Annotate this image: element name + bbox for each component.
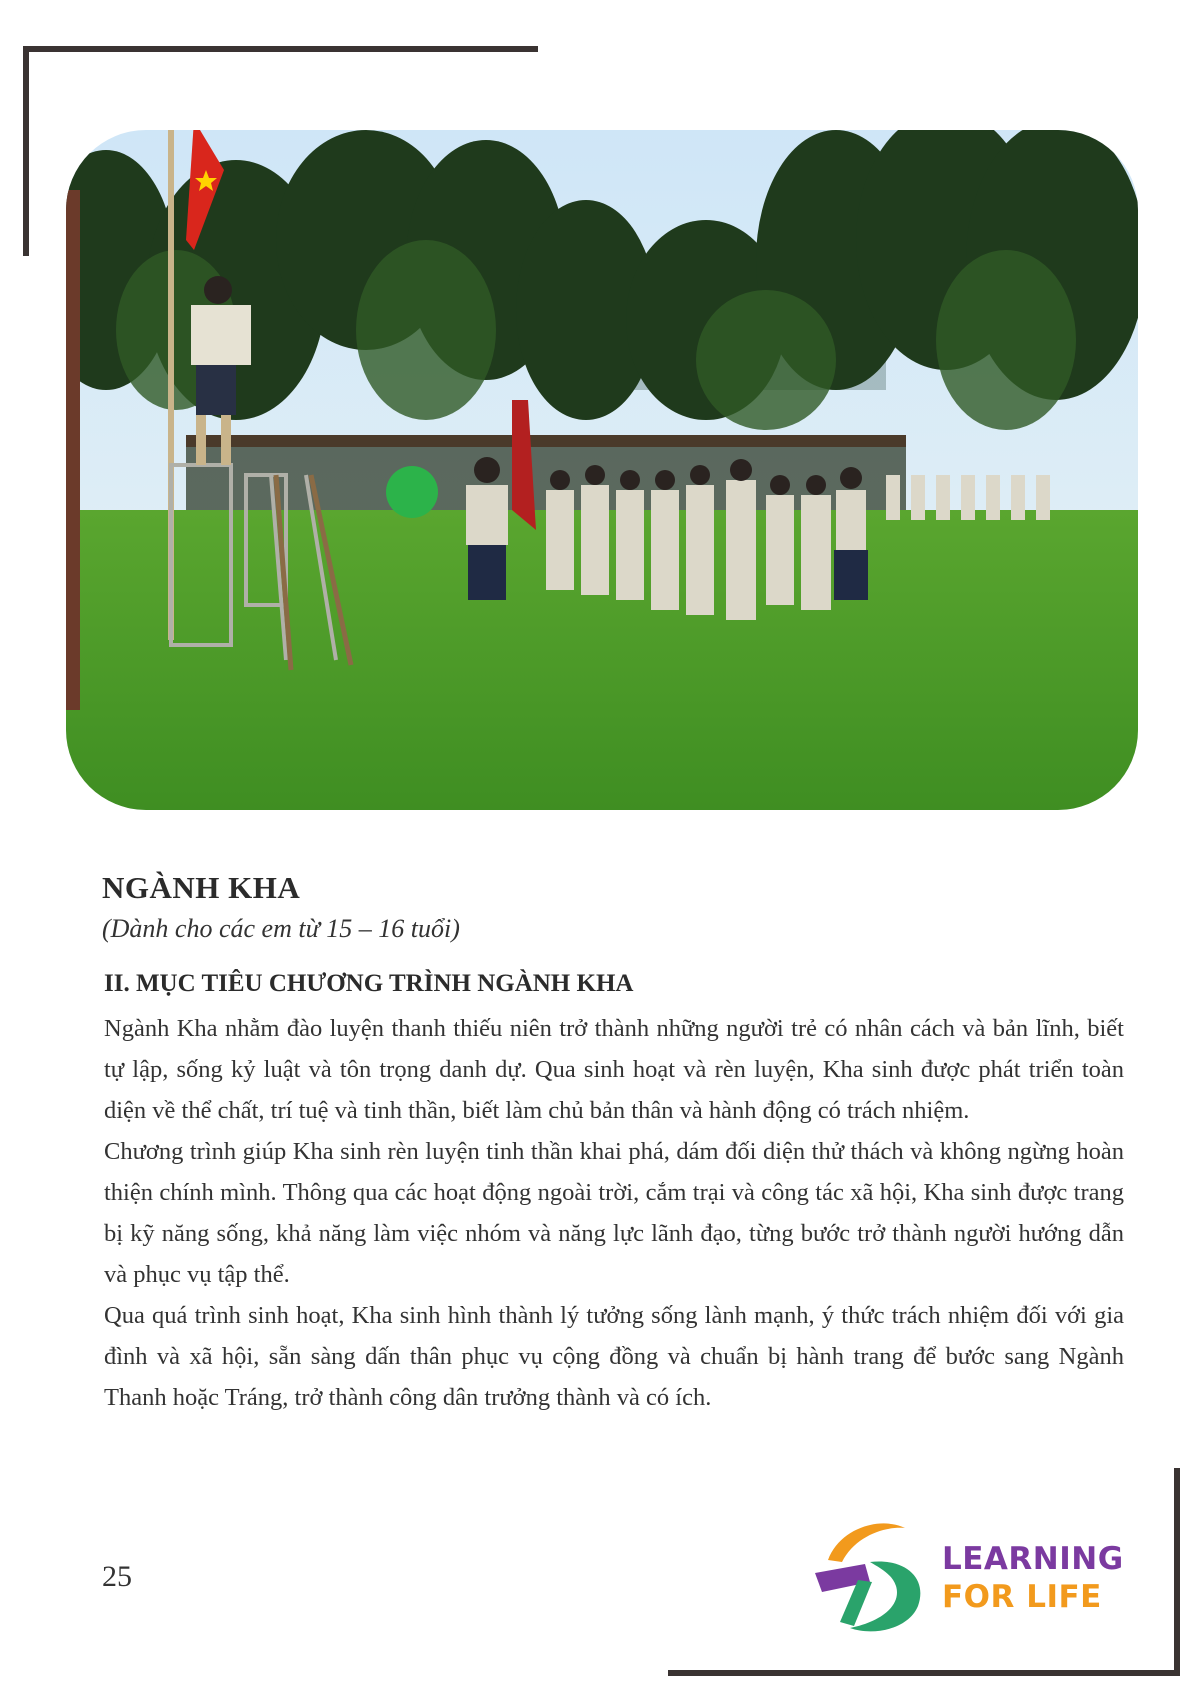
page-heading: NGÀNH KHA [102,870,301,905]
frame-corner-top-vertical [23,46,29,256]
frame-corner-bottom-vertical [1174,1468,1180,1676]
scouts-flag-ceremony-photo [66,130,1138,810]
body-text [104,1008,1124,1418]
age-range-subheading: (Dành cho các em từ 15 – 16 tuổi) [102,914,460,943]
frame-corner-top-horizontal [23,46,538,52]
section-title: II. MỤC TIÊU CHƯƠNG TRÌNH NGÀNH KHA [104,970,634,997]
logo-text-line1: LEARNING [942,1541,1124,1577]
paragraph: Qua quá trình sinh hoạt, Kha sinh hình thành lý tưởng sống lành mạnh, ý thức trách nhiệm đối với gia đình và xã hội, sẵn sàng dấn thân phục vụ cộng đồng và chuẩn bị hành trang để bước sang Ngành Thanh hoặc Tráng, trở thành công dân trưởng thành và có ích. [104,1302,1124,1411]
logo-text-line2: FOR LIFE [942,1579,1102,1615]
frame-corner-bottom-horizontal [668,1670,1180,1676]
page-number: 25 [102,1560,132,1593]
learning-for-life-logo-icon [810,1518,935,1638]
paragraph: Chương trình giúp Kha sinh rèn luyện tinh thần khai phá, dám đối diện thử thách và không ngừng hoàn thiện chính mình. Thông qua các hoạt động ngoài trời, cắm trại và công tác xã hội, Kha sinh được trang bị kỹ năng sống, khả năng làm việc nhóm và năng lực lãnh đạo, từng bước trở thành người hướng dẫn và phục vụ tập thể. [104,1138,1124,1288]
logo-wordmark [942,1540,1124,1616]
paragraph: Ngành Kha nhằm đào luyện thanh thiếu niên trở thành những người trẻ có nhân cách và bản lĩnh, biết tự lập, sống kỷ luật và tôn trọng danh dự. Qua sinh hoạt và rèn luyện, Kha sinh được phát triển toàn diện về thể chất, trí tuệ và tinh thần, biết làm chủ bản thân và hành động có trách nhiệm. [104,1015,1124,1124]
